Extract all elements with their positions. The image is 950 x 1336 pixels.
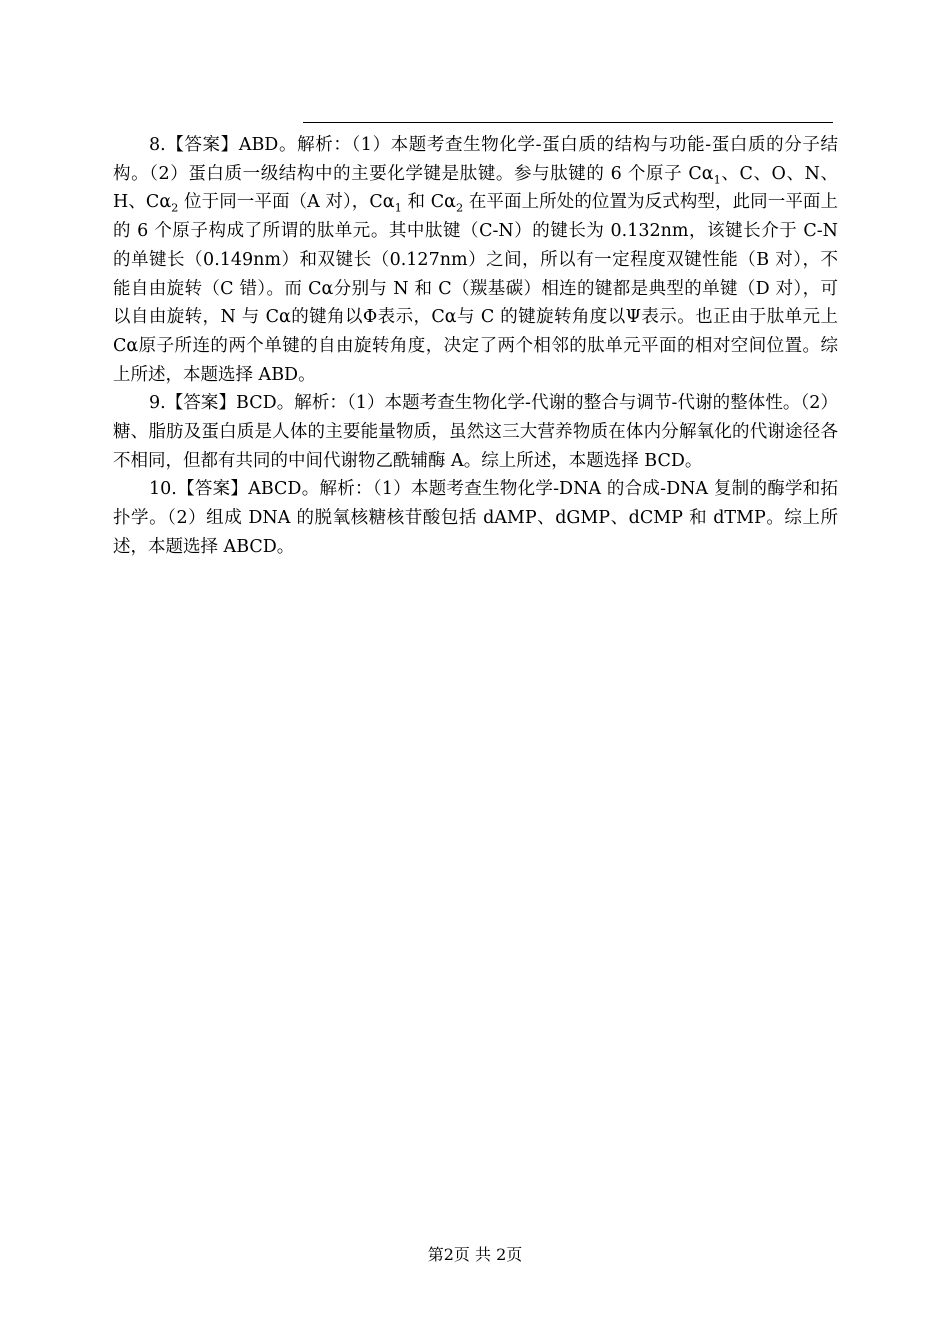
- answer-explanation: 和 Cα: [401, 192, 456, 213]
- answer-tag: 【答案】: [165, 135, 239, 155]
- answer-explanation: 位于同一平面（A 对），Cα: [178, 192, 395, 213]
- answer-tag: 【答案】: [176, 479, 249, 500]
- subscript: 2: [171, 200, 179, 215]
- answer-content: [113, 131, 838, 562]
- answer-item-9: [113, 389, 838, 475]
- answer-tag: 【答案】: [165, 393, 237, 414]
- answer-explanation: 在平面上所处的位置为反式构型，此同一平面上的 6 个原子构成了所谓的肽单元。其中肽键（C-N）的键长为 0.132nm，该键长介于 C-N 的单键长（0.149nm）和双键长（0.127nm）之间，所以有一定程度双键性能（B 对），不能自由旋转（C 错）。而 Cα分别与 N 和 C（羰基碳）相连的键都是典型的单键（D 对），可以自由旋转，N 与 Cα的键角以Φ表示，Cα与 C 的键旋转角度以Ψ表示。也正由于肽单元上 Cα原子所连的两个单键的自由旋转角度，决定了两个相邻的肽单元平面的相对空间位置。综上所述，本题选择 ABD。: [113, 192, 838, 385]
- answer-item-8: [113, 131, 838, 389]
- answer-explanation: 。解析：（1）本题考查生物化学-代谢的整合与调节-代谢的整体性。（2）糖、脂肪及蛋白质是人体的主要能量物质，虽然这三大营养物质在体内分解氧化的代谢途径各不相同，但都有共同的中间代谢物乙酰辅酶 A。综上所述，本题选择 BCD。: [113, 393, 839, 471]
- answer-explanation: 。解析：（1）本题考查生物化学-DNA 的合成-DNA 复制的酶学和拓扑学。（2）组成 DNA 的脱氧核糖核苷酸包括 dAMP、dGMP、dCMP 和 dTMP。综上所述，本题选择 ABCD。: [113, 479, 839, 557]
- answer-explanation: 、C、O、N、H、Cα: [113, 163, 838, 213]
- answer-number: 10.: [149, 479, 177, 500]
- page-number-label: 第2页 共 2页: [427, 1245, 523, 1264]
- answer-item-10: [113, 475, 838, 561]
- answer-number: 9.: [149, 393, 166, 414]
- answer-value: ABCD: [248, 479, 302, 500]
- page-footer: [0, 1244, 950, 1266]
- header-rule: [303, 122, 833, 123]
- answer-value: BCD: [236, 393, 277, 414]
- subscript: 2: [455, 200, 464, 215]
- answer-value: ABD: [238, 135, 279, 155]
- answer-number: 8.: [149, 135, 166, 155]
- subscript: 1: [394, 200, 402, 215]
- subscript: 1: [713, 172, 721, 187]
- answer-explanation: 。解析：（1）本题考查生物化学-蛋白质的结构与功能-蛋白质的分子结构。（2）蛋白质一级结构中的主要化学键是肽键。参与肽键的 6 个原子 Cα: [113, 135, 839, 184]
